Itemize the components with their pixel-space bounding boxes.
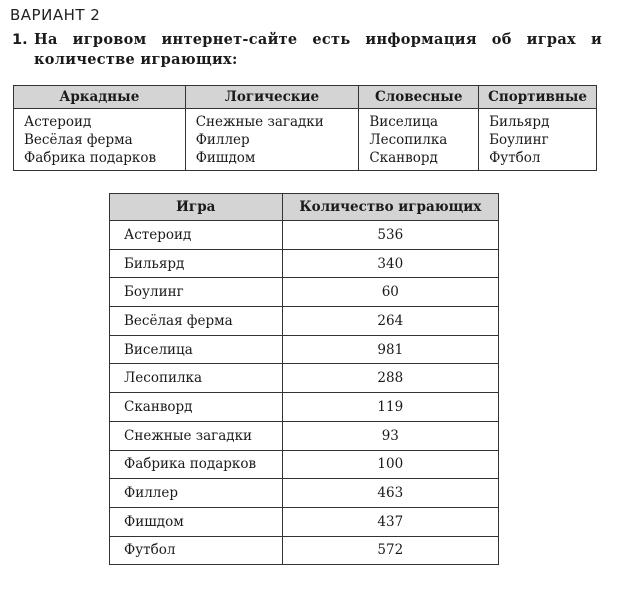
category-game: Весёлая ферма <box>24 132 133 148</box>
table-row <box>110 335 499 364</box>
variant-heading: ВАРИАНТ 2 <box>10 6 101 24</box>
game-name-cell: Сканворд <box>110 393 283 422</box>
category-game: Боулинг <box>489 132 549 148</box>
players-count-cell: 119 <box>282 393 498 422</box>
category-header-logic: Логические <box>185 86 359 109</box>
categories-header-row <box>14 86 597 109</box>
category-header-sport: Спортивные <box>479 86 597 109</box>
game-name-cell: Виселица <box>110 335 283 364</box>
table-row <box>110 393 499 422</box>
table-row <box>110 221 499 250</box>
category-game: Виселица <box>369 114 439 130</box>
players-count-cell: 536 <box>282 221 498 250</box>
players-count-cell: 264 <box>282 307 498 336</box>
game-name-cell: Фишдом <box>110 507 283 536</box>
players-header-row <box>110 194 499 221</box>
categories-table <box>13 85 597 171</box>
players-count-cell: 463 <box>282 479 498 508</box>
players-table <box>109 193 499 565</box>
game-name-cell: Бильярд <box>110 249 283 278</box>
table-row <box>110 364 499 393</box>
category-game: Астероид <box>24 114 92 130</box>
table-row <box>110 421 499 450</box>
category-game: Бильярд <box>489 114 550 130</box>
category-game: Филлер <box>195 132 250 148</box>
game-name-cell: Боулинг <box>110 278 283 307</box>
categories-games-row <box>14 109 597 171</box>
players-count-cell: 60 <box>282 278 498 307</box>
category-game: Футбол <box>489 150 541 166</box>
table-row <box>110 450 499 479</box>
category-column-arcade <box>14 109 186 171</box>
category-game: Лесопилка <box>369 132 448 148</box>
category-header-arcade: Аркадные <box>14 86 186 109</box>
table-row <box>110 278 499 307</box>
category-game: Фишдом <box>195 150 256 166</box>
game-name-cell: Весёлая ферма <box>110 307 283 336</box>
table-row <box>110 507 499 536</box>
players-count-cell: 437 <box>282 507 498 536</box>
category-game: Сканворд <box>369 150 438 166</box>
game-name-cell: Футбол <box>110 536 283 565</box>
game-name-cell: Снежные загадки <box>110 421 283 450</box>
task-statement <box>12 30 602 70</box>
players-count-cell: 572 <box>282 536 498 565</box>
category-game: Снежные загадки <box>195 114 324 130</box>
table-row <box>110 249 499 278</box>
game-name-cell: Фабрика подарков <box>110 450 283 479</box>
task-text: На игровом интернет-сайте есть информация об играх и количестве играющих: <box>34 31 602 68</box>
category-column-sport <box>479 109 597 171</box>
category-column-word <box>359 109 479 171</box>
task-number: 1. <box>12 32 28 48</box>
players-count-cell: 981 <box>282 335 498 364</box>
game-name-cell: Астероид <box>110 221 283 250</box>
category-header-word: Словесные <box>359 86 479 109</box>
players-count-cell: 288 <box>282 364 498 393</box>
players-header-game: Игра <box>110 194 283 221</box>
category-column-logic <box>185 109 359 171</box>
players-count-cell: 100 <box>282 450 498 479</box>
game-name-cell: Лесопилка <box>110 364 283 393</box>
game-name-cell: Филлер <box>110 479 283 508</box>
category-game: Фабрика подарков <box>24 150 157 166</box>
table-row <box>110 307 499 336</box>
players-count-cell: 340 <box>282 249 498 278</box>
table-row <box>110 536 499 565</box>
players-header-count: Количество играющих <box>282 194 498 221</box>
table-row <box>110 479 499 508</box>
players-count-cell: 93 <box>282 421 498 450</box>
